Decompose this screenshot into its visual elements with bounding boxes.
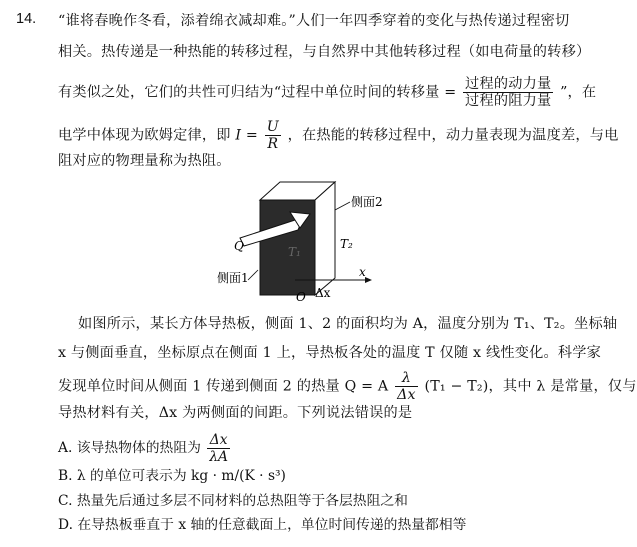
fraction [265, 119, 281, 152]
paragraph-line: 如图所示，某长方体导热板，侧面 1、2 的面积均为 A，温度分别为 T₁、T₂。坐标轴 [78, 316, 618, 332]
paragraph-line: 阻对应的物理量称为热阻。 [58, 153, 231, 169]
paragraph-line [58, 370, 637, 403]
figure-svg [200, 180, 390, 308]
fraction-denominator: R [267, 136, 279, 152]
fraction [395, 370, 418, 403]
fraction-numerator: Δx [207, 432, 230, 449]
paragraph-line [58, 119, 619, 152]
fraction-numerator: U [266, 119, 279, 135]
text-segment: 电学中体现为欧姆定律，即 [58, 127, 231, 144]
t2-label: T₂ [340, 237, 353, 251]
option-a[interactable] [58, 432, 232, 465]
fraction [463, 76, 553, 109]
text-segment: 有类似之处，它们的共性可归结为“过程中单位时间的转移量 = [58, 84, 457, 101]
option-label: B. [58, 468, 73, 484]
option-label: D. [58, 517, 73, 533]
option-label: C. [58, 493, 73, 509]
origin-label: O [296, 290, 306, 304]
option-text: 热量先后通过多层不同材料的总热阻等于各层热阻之和 [76, 493, 408, 509]
fraction-denominator: 过程的阻力量 [465, 93, 552, 109]
text-segment: (T₁ − T₂)，其中 λ 是常量，仅与 [424, 378, 637, 395]
paragraph-line: 相关。热传递是一种热能的转移过程，与自然界中其他转移过程（如电荷量的转移） [58, 44, 591, 60]
option-text: λ 的单位可表示为 kg · m/(K · s³) [76, 468, 286, 484]
dx-label: Δx [315, 286, 331, 300]
fraction-numerator: λ [395, 370, 418, 387]
text-segment: ”，在 [560, 84, 597, 101]
option-text: 在导热板垂直于 x 轴的任意截面上，单位时间传递的热量都相等 [77, 517, 467, 533]
question-number: 14. [16, 11, 37, 27]
text-segment: 发现单位时间从侧面 1 传递到侧面 2 的热量 Q = A [58, 378, 389, 395]
x-axis-label: x [359, 265, 366, 279]
option-text: 该导热物体的热阻为 [76, 440, 201, 456]
formula-lhs: I = [235, 127, 258, 144]
option-c[interactable] [58, 491, 408, 511]
option-b[interactable] [58, 466, 286, 486]
fraction-denominator: λA [209, 449, 229, 465]
paragraph-line: x 与侧面垂直，坐标原点在侧面 1 上，导热板各处的温度 T 仅随 x 线性变化。科学家 [58, 345, 602, 361]
option-d[interactable] [58, 515, 466, 535]
side1-label: 侧面1 [217, 271, 249, 285]
t1-label: T₁ [288, 245, 301, 259]
paragraph-line [58, 76, 596, 109]
q-label: Q [234, 239, 244, 253]
side2-label: 侧面2 [351, 195, 383, 209]
fraction-numerator: 过程的动力量 [465, 76, 552, 92]
option-label: A. [58, 440, 73, 456]
fraction [207, 432, 230, 465]
heat-plate-figure [200, 180, 390, 308]
paragraph-line: “谁将春晚作冬看，添着绵衣减却难。”人们一年四季穿着的变化与热传递过程密切 [58, 13, 570, 29]
paragraph-line: 导热材料有关，Δx 为两侧面的间距。下列说法错误的是 [58, 405, 413, 421]
fraction-denominator: Δx [397, 387, 416, 403]
side2-face [315, 182, 335, 295]
text-segment: ，在热能的转移过程中，动力量表现为温度差，与电 [287, 127, 619, 144]
